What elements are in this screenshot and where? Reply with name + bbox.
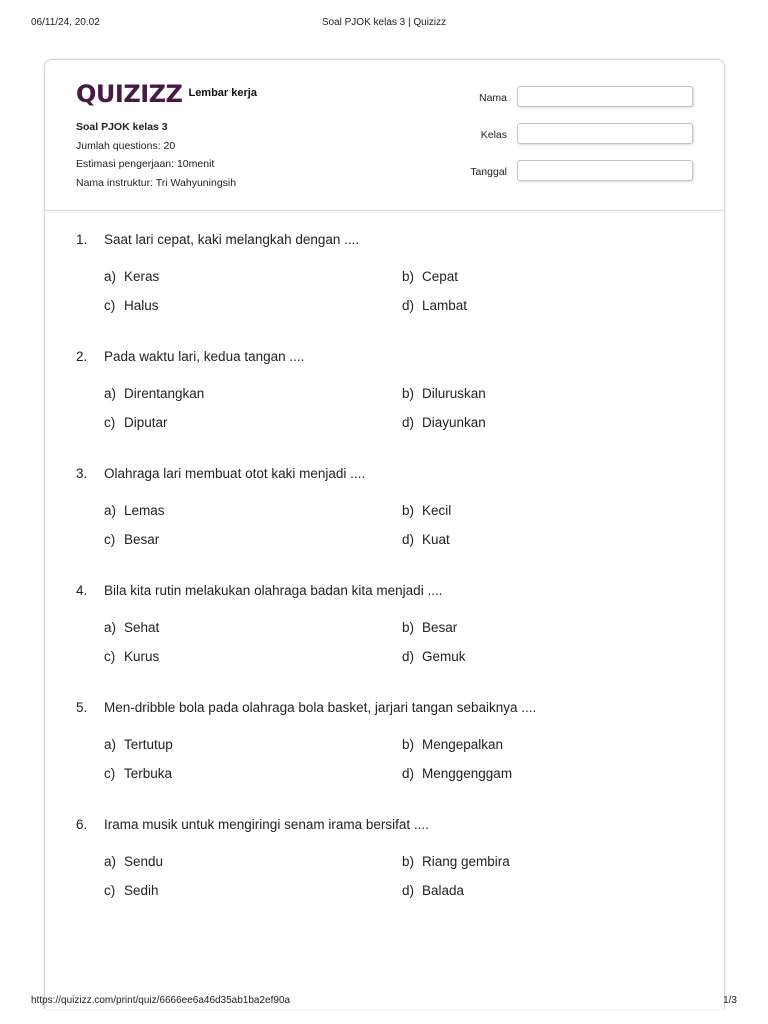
field-row-nama [433, 86, 693, 123]
option-b [402, 620, 457, 635]
questions-count: Jumlah questions: 20 [76, 139, 176, 152]
option-a [104, 503, 165, 518]
tanggal-label: Tanggal [470, 166, 507, 178]
option-text: Gemuk [422, 649, 466, 664]
option-b [402, 269, 458, 284]
question-number: 5. [76, 700, 88, 715]
question-item [76, 232, 696, 349]
option-b [402, 503, 451, 518]
option-text: Sedih [124, 883, 159, 898]
question-text: Pada waktu lari, kedua tangan .... [104, 349, 305, 364]
quiz-title: Soal PJOK kelas 3 [76, 121, 168, 133]
kelas-field[interactable] [517, 123, 693, 144]
question-text: Saat lari cepat, kaki melangkah dengan .... [104, 232, 360, 247]
field-row-tanggal [433, 160, 693, 197]
option-text: Cepat [422, 269, 459, 284]
tanggal-field[interactable] [517, 160, 693, 181]
option-text: Besar [124, 532, 160, 547]
question-item [76, 349, 696, 466]
option-text: Direntangkan [124, 386, 205, 401]
print-datetime: 06/11/24, 20.02 [31, 17, 100, 28]
print-url: https://quizizz.com/print/quiz/6666ee6a46d35ab1ba2ef90a [31, 995, 291, 1006]
option-d [402, 298, 467, 313]
option-text: Riang gembira [422, 854, 510, 869]
option-letter: b) [402, 737, 415, 752]
browser-print-footer [31, 995, 737, 1009]
print-page-title: Soal PJOK kelas 3 | Quizizz [321, 17, 447, 28]
option-text: Halus [124, 298, 159, 313]
question-item [76, 583, 696, 700]
option-letter: c) [104, 532, 116, 547]
option-letter: b) [402, 386, 415, 401]
browser-print-header [31, 17, 737, 31]
option-d [402, 649, 466, 664]
option-text: Tertutup [124, 737, 173, 752]
option-letter: a) [104, 620, 117, 635]
option-letter: a) [104, 269, 117, 284]
instructor-name: Nama instruktur: Tri Wahyuningsih [76, 176, 237, 189]
option-text: Diayunkan [422, 415, 486, 430]
question-number: 3. [76, 466, 88, 481]
option-letter: a) [104, 854, 117, 869]
option-letter: d) [402, 766, 415, 781]
question-text: Bila kita rutin melakukan olahraga badan kita menjadi .... [104, 583, 443, 598]
student-fields [433, 86, 693, 197]
option-d [402, 883, 464, 898]
option-b [402, 386, 486, 401]
option-letter: d) [402, 649, 415, 664]
option-letter: b) [402, 620, 415, 635]
logo-wordmark: QUIZIZZ [76, 80, 183, 108]
option-letter: c) [104, 298, 116, 313]
option-letter: d) [402, 415, 415, 430]
option-a [104, 269, 159, 284]
option-text: Keras [124, 269, 160, 284]
question-item [76, 466, 696, 583]
estimated-duration: Estimasi pengerjaan: 10menit [76, 158, 215, 170]
option-c [104, 766, 172, 781]
option-text: Kecil [422, 503, 452, 518]
option-letter: c) [104, 766, 116, 781]
nama-field[interactable] [517, 86, 693, 107]
option-letter: d) [402, 532, 415, 547]
option-d [402, 532, 450, 547]
option-letter: a) [104, 737, 117, 752]
option-text: Besar [422, 620, 458, 635]
question-number: 2. [76, 349, 88, 364]
option-letter: a) [104, 386, 117, 401]
option-a [104, 620, 159, 635]
option-a [104, 737, 173, 752]
question-number: 6. [76, 817, 88, 832]
question-number: 4. [76, 583, 88, 598]
option-letter: c) [104, 883, 116, 898]
option-c [104, 415, 168, 430]
option-a [104, 854, 163, 869]
option-text: Diputar [124, 415, 168, 430]
question-item [76, 700, 696, 817]
option-letter: c) [104, 415, 116, 430]
option-text: Sendu [124, 854, 164, 869]
worksheet [44, 59, 725, 1009]
option-text: Lemas [124, 503, 165, 518]
option-letter: b) [402, 503, 415, 518]
field-row-kelas [433, 123, 693, 160]
option-c [104, 298, 159, 313]
option-d [402, 766, 512, 781]
nama-label: Nama [478, 92, 507, 104]
option-text: Kurus [124, 649, 160, 664]
option-text: Balada [422, 883, 465, 898]
question-text: Irama musik untuk mengiringi senam irama bersifat .... [104, 817, 429, 832]
question-item [76, 817, 696, 934]
option-d [402, 415, 486, 430]
option-text: Mengepalkan [422, 737, 504, 752]
option-text: Sehat [124, 620, 160, 635]
option-b [402, 854, 510, 869]
print-page-number: 1/3 [723, 995, 737, 1006]
option-a [104, 386, 204, 401]
option-text: Kuat [422, 532, 450, 547]
question-list [76, 232, 696, 934]
option-text: Terbuka [124, 766, 173, 781]
option-c [104, 532, 159, 547]
option-text: Lambat [422, 298, 468, 313]
option-letter: b) [402, 269, 415, 284]
option-letter: c) [104, 649, 116, 664]
worksheet-header [45, 60, 724, 211]
kelas-label: Kelas [480, 129, 507, 141]
option-c [104, 649, 159, 664]
option-text: Diluruskan [422, 386, 486, 401]
option-letter: d) [402, 883, 415, 898]
quiz-info [76, 118, 236, 192]
option-letter: a) [104, 503, 117, 518]
option-b [402, 737, 503, 752]
question-text: Men-dribble bola pada olahraga bola basket, jarjari tangan sebaiknya .... [104, 700, 537, 715]
question-number: 1. [76, 232, 88, 247]
question-text: Olahraga lari membuat otot kaki menjadi .... [104, 466, 366, 481]
worksheet-label: Lembar kerja [188, 87, 257, 99]
option-letter: d) [402, 298, 415, 313]
option-letter: b) [402, 854, 415, 869]
quizizz-logo [76, 80, 257, 108]
option-text: Menggenggam [422, 766, 513, 781]
option-c [104, 883, 159, 898]
